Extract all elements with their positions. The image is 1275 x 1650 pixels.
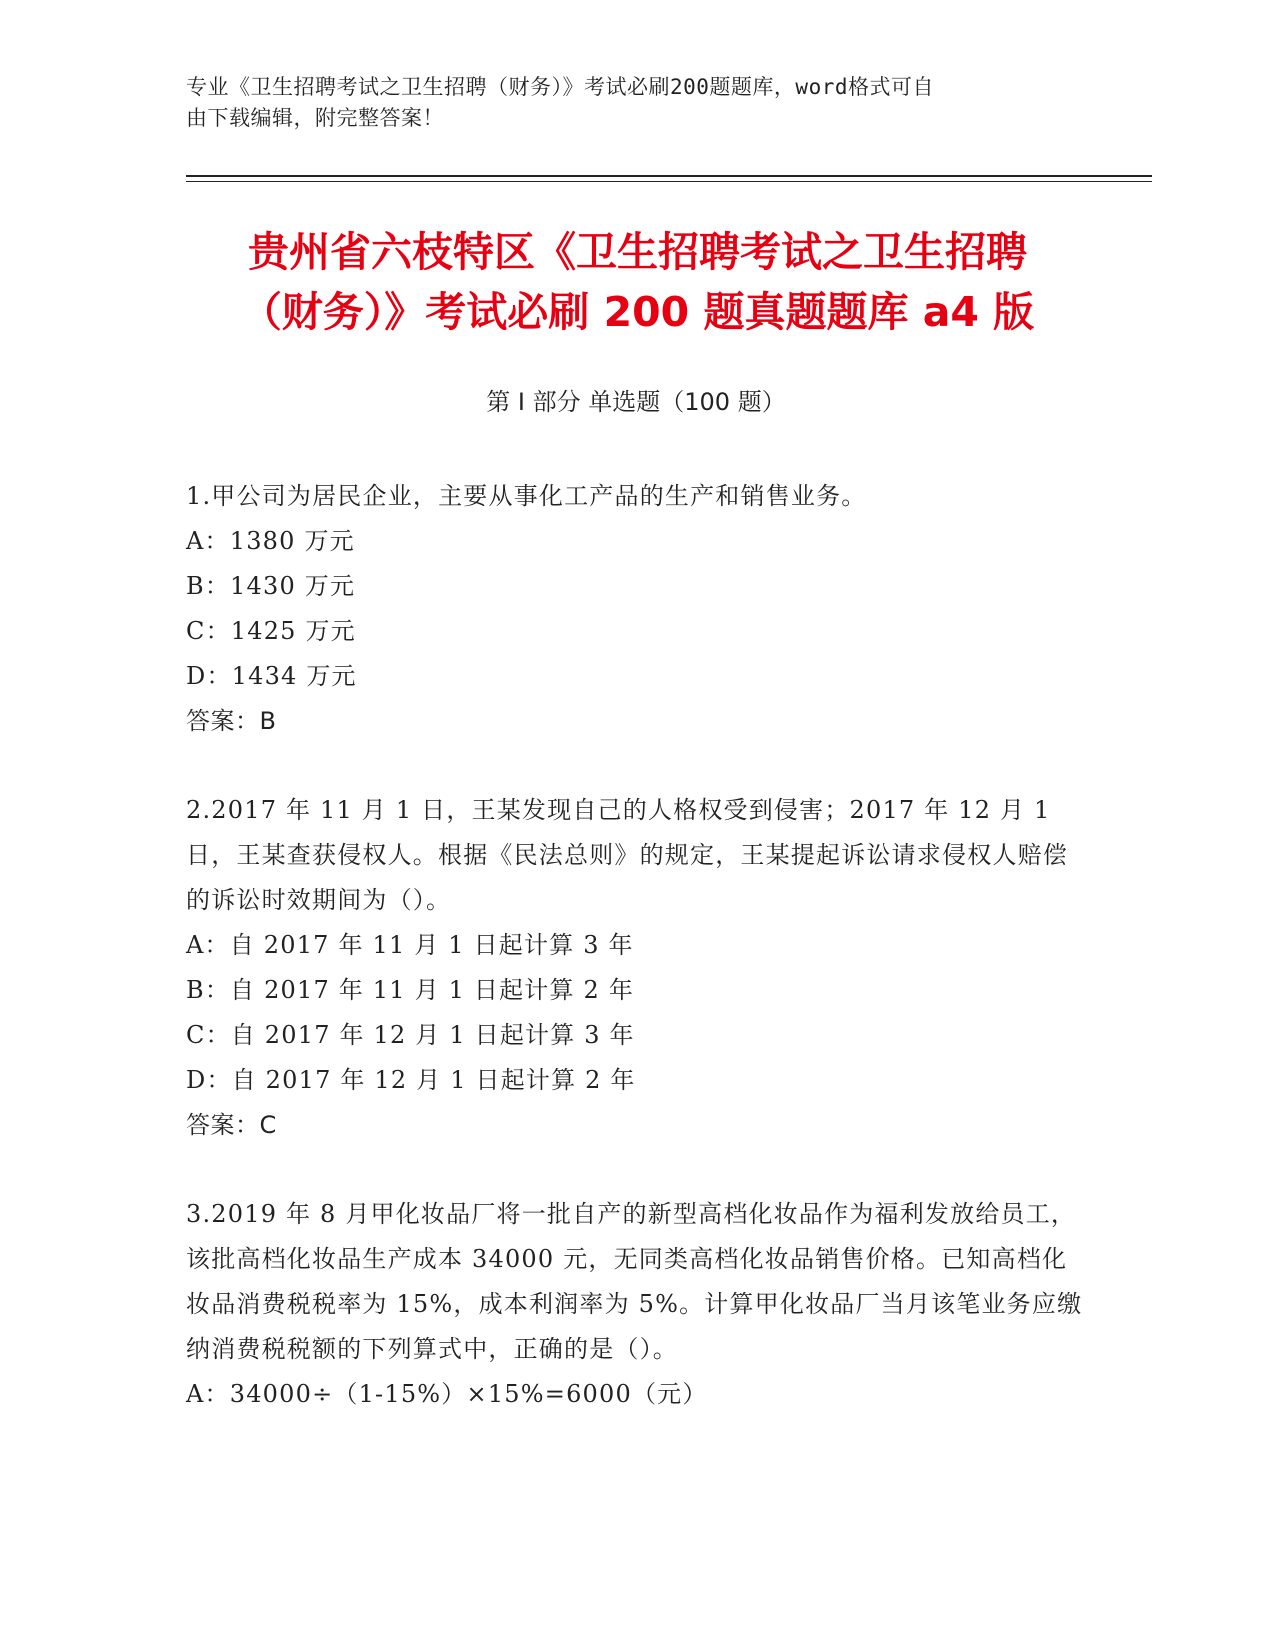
- option-c: C：自 2017 年 12 月 1 日起计算 3 年: [186, 1021, 635, 1049]
- option-d: D：1434 万元: [186, 662, 357, 690]
- answer: 答案：C: [186, 1111, 277, 1139]
- header-note-line: 专业《卫生招聘考试之卫生招聘（财务）》考试必刷200题题库，word格式可自: [186, 75, 934, 99]
- header-note: [186, 72, 1066, 134]
- document-title-line: 贵州省六枝特区《卫生招聘考试之卫生招聘: [248, 228, 1027, 276]
- document-title: [150, 222, 1125, 342]
- option-c: C：1425 万元: [186, 617, 356, 645]
- option-a: A：34000÷（1-15%）×15%=6000（元）: [186, 1380, 708, 1408]
- question-text: 2.2017 年 11 月 1 日，王某发现自己的人格权受到侵害；2017 年 12 月 1 日，王某查获侵权人。根据《民法总则》的规定，王某提起诉讼请求侵权人赔偿的诉讼时效期间为（）。: [186, 796, 1068, 914]
- section-title: 第 I 部分 单选题（100 题）: [486, 388, 786, 416]
- header-note-line: 由下载编辑，附完整答案！: [186, 106, 444, 130]
- question-text: 1.甲公司为居民企业，主要从事化工产品的生产和销售业务。: [186, 482, 867, 510]
- option-b: B：1430 万元: [186, 572, 356, 600]
- option-d: D：自 2017 年 12 月 1 日起计算 2 年: [186, 1066, 636, 1094]
- option-a: A：自 2017 年 11 月 1 日起计算 3 年: [186, 931, 634, 959]
- question-list: [186, 474, 1086, 1461]
- header-divider: [186, 175, 1152, 177]
- question-text: 3.2019 年 8 月甲化妆品厂将一批自产的新型高档化妆品作为福利发放给员工，该批高档化妆品生产成本 34000 元，无同类高档化妆品销售价格。已知高档化妆品消费税税率为 15%，成本利润率为 5%。计算甲化妆品厂当月该笔业务应缴纳消费税税额的下列算式中，正确的是（）。: [186, 1200, 1083, 1363]
- document-title-line: （财务）》考试必刷 200 题真题题库 a4 版: [240, 288, 1035, 336]
- header-divider-thin: [186, 181, 1152, 182]
- question-item: [186, 1192, 1086, 1417]
- option-a: A：1380 万元: [186, 527, 355, 555]
- question-item: [186, 788, 1086, 1148]
- option-b: B：自 2017 年 11 月 1 日起计算 2 年: [186, 976, 635, 1004]
- answer: 答案：B: [186, 707, 277, 735]
- question-item: [186, 474, 1086, 744]
